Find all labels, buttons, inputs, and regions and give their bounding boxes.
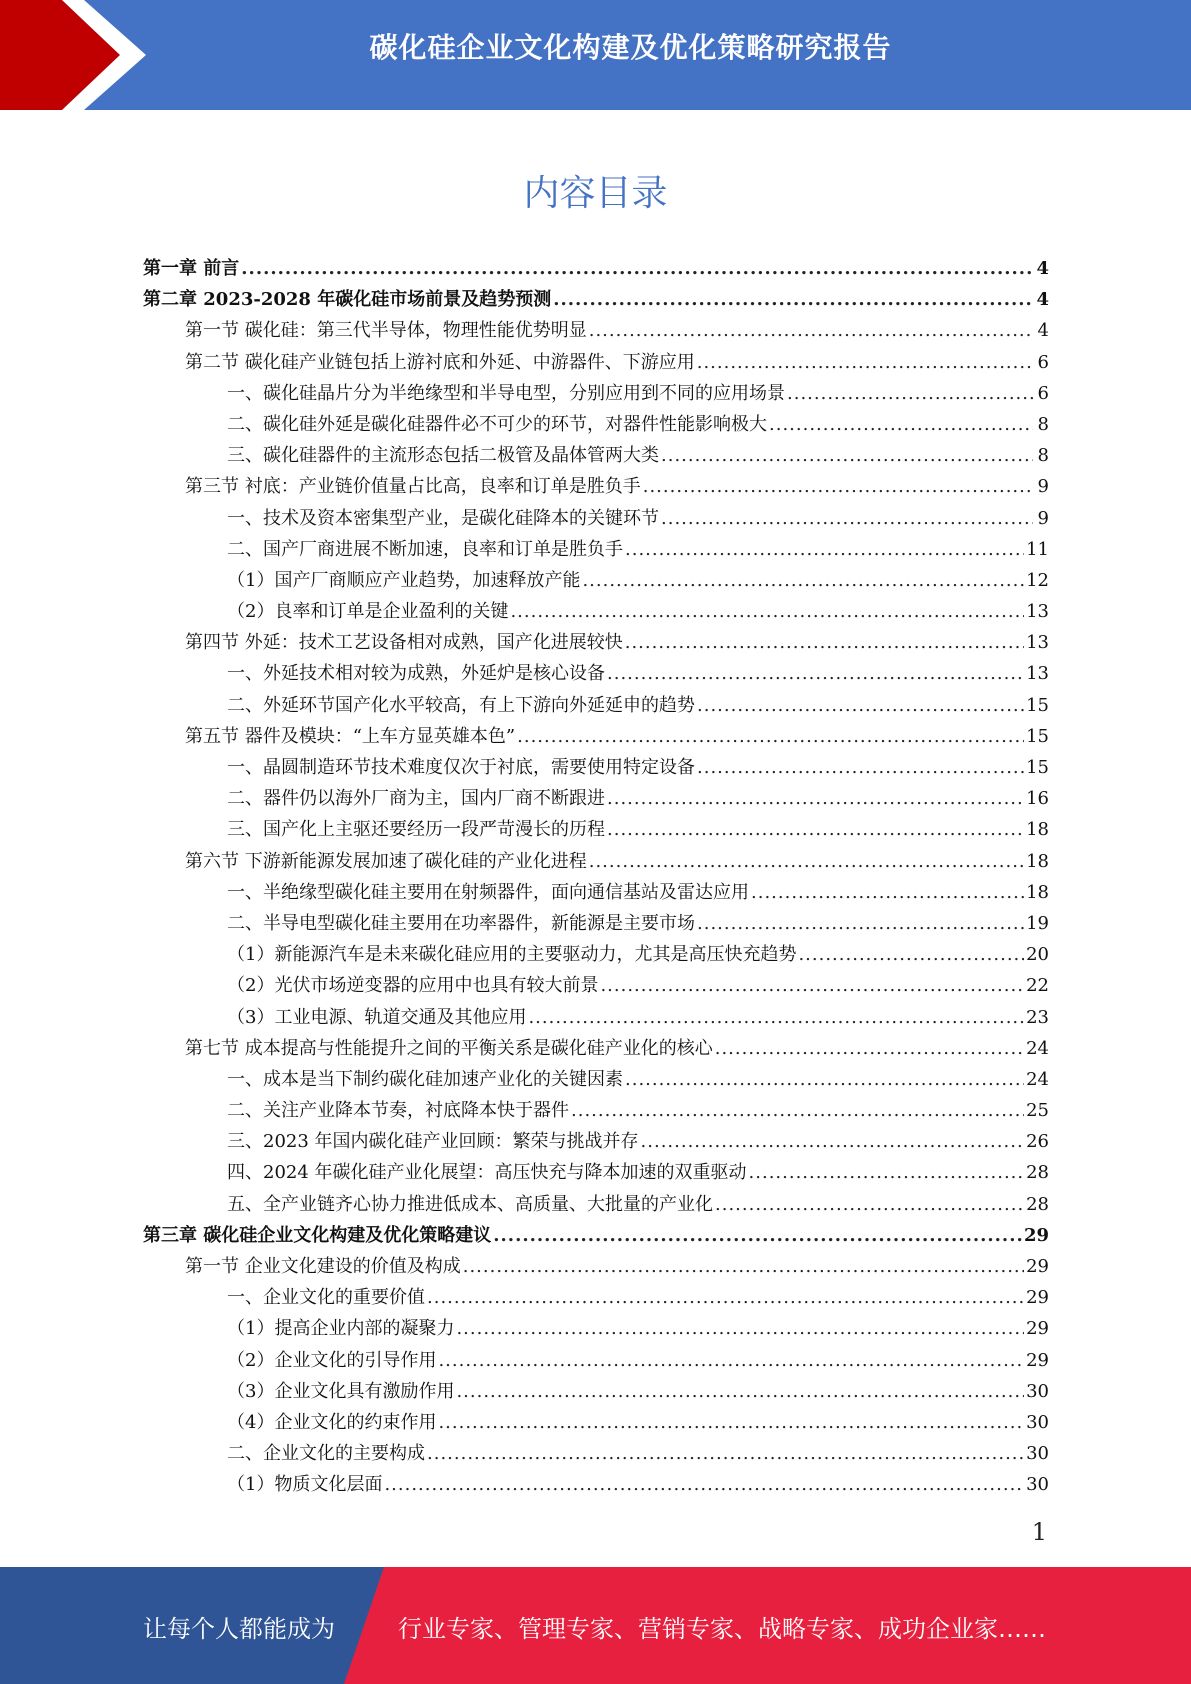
toc-dot-leader <box>607 814 1024 845</box>
toc-entry-title: 三、碳化硅器件的主流形态包括二极管及晶体管两大类 <box>227 445 659 467</box>
toc-dot-leader <box>749 1157 1025 1188</box>
toc-entry-title: 三、国产化上主驱还要经历一段严苛漫长的历程 <box>227 819 605 841</box>
toc-entry-page: 30 <box>1026 1474 1049 1496</box>
toc-entry[interactable] <box>143 284 1049 315</box>
toc-entry-title: （1）国产厂商顺应产业趋势，加速释放产能 <box>227 569 581 591</box>
toc-entry-title: （4）企业文化的约束作用 <box>227 1411 437 1433</box>
toc-dot-leader <box>589 315 1033 346</box>
toc-entry-page: 30 <box>1026 1380 1049 1402</box>
toc-entry-page: 19 <box>1026 912 1049 934</box>
footer-slogan-left: 让每个人都能成为 <box>143 1615 335 1643</box>
toc-entry-page: 22 <box>1026 975 1049 997</box>
report-header <box>0 0 1191 110</box>
toc-entry[interactable] <box>143 877 1049 908</box>
toc-dot-leader <box>661 503 1033 534</box>
toc-entry-title: 第四节 外延：技术工艺设备相对成熟，国产化进展较快 <box>185 632 623 654</box>
toc-entry-title: （1）提高企业内部的凝聚力 <box>227 1318 455 1340</box>
toc-dot-leader <box>661 440 1033 471</box>
toc-entry-page: 13 <box>1026 663 1049 685</box>
toc-heading: 内容目录 <box>523 173 668 214</box>
toc-dot-leader <box>607 658 1024 689</box>
toc-entry-page: 6 <box>1037 382 1049 404</box>
toc-entry-title: 第六节 下游新能源发展加速了碳化硅的产业化进程 <box>185 850 587 872</box>
toc-entry-title: 第一章 前言 <box>143 258 240 279</box>
toc-entry-title: 第一节 碳化硅：第三代半导体，物理性能优势明显 <box>185 320 587 342</box>
toc-dot-leader <box>582 565 1024 596</box>
toc-entry-title: （2）光伏市场逆变器的应用中也具有较大前景 <box>227 975 599 997</box>
toc-entry-title: 二、国产厂商进展不断加速，良率和订单是胜负手 <box>227 538 623 560</box>
toc-dot-leader <box>589 846 1024 877</box>
toc-entry[interactable] <box>143 1376 1049 1407</box>
toc-entry[interactable] <box>143 1033 1049 1064</box>
toc-entry[interactable] <box>143 1095 1049 1126</box>
toc-entry-title: 第二节 碳化硅产业链包括上游衬底和外延、中游器件、下游应用 <box>185 351 695 373</box>
toc-entry[interactable] <box>143 1002 1049 1033</box>
toc-entry[interactable] <box>143 253 1049 284</box>
toc-dot-leader <box>643 471 1033 502</box>
toc-dot-leader <box>456 1376 1024 1407</box>
toc-entry[interactable] <box>143 409 1049 440</box>
toc-entry[interactable] <box>143 690 1049 721</box>
toc-entry-title: 一、碳化硅晶片分为半绝缘型和半导电型，分别应用到不同的应用场景 <box>227 382 785 404</box>
toc-entry[interactable] <box>143 1189 1049 1220</box>
toc-entry[interactable] <box>143 565 1049 596</box>
toc-entry-title: 第七节 成本提高与性能提升之间的平衡关系是碳化硅产业化的核心 <box>185 1037 713 1059</box>
toc-entry-title: 二、关注产业降本节奏，衬底降本快于器件 <box>227 1100 569 1122</box>
toc-entry-page: 4 <box>1036 258 1049 279</box>
page-number: 1 <box>1031 1518 1047 1546</box>
toc-entry[interactable] <box>143 440 1049 471</box>
toc-entry-title: 二、企业文化的主要构成 <box>227 1443 425 1465</box>
toc-dot-leader <box>571 1095 1024 1126</box>
toc-entry-title: 一、外延技术相对较为成熟，外延炉是核心设备 <box>227 663 605 685</box>
toc-dot-leader <box>697 908 1024 939</box>
toc-dot-leader <box>787 378 1033 409</box>
toc-entry[interactable] <box>143 970 1049 1001</box>
footer-banner <box>0 1567 1191 1684</box>
footer-slogan-right: 行业专家、管理专家、营销专家、战略专家、成功企业家…… <box>398 1615 1046 1643</box>
toc-entry[interactable] <box>143 1407 1049 1438</box>
toc-entry-title: 第五节 器件及模块：“上车方显英雄本色” <box>185 725 516 747</box>
toc-dot-leader <box>493 1220 1022 1251</box>
toc-entry[interactable] <box>143 471 1049 502</box>
toc-entry[interactable] <box>143 908 1049 939</box>
toc-entry[interactable] <box>143 1064 1049 1095</box>
toc-dot-leader <box>600 970 1024 1001</box>
toc-dot-leader <box>798 939 1024 970</box>
toc-entry-page: 24 <box>1026 1037 1049 1059</box>
toc-entry-page: 28 <box>1026 1193 1049 1215</box>
toc-entry-title: 一、企业文化的重要价值 <box>227 1287 425 1309</box>
toc-entry[interactable] <box>143 1345 1049 1376</box>
toc-entry[interactable] <box>143 347 1049 378</box>
toc-dot-leader <box>769 409 1033 440</box>
toc-entry[interactable] <box>143 596 1049 627</box>
toc-entry-page: 29 <box>1023 1224 1049 1246</box>
toc-entry[interactable] <box>143 1438 1049 1469</box>
toc-entry-page: 9 <box>1037 476 1049 498</box>
toc-entry[interactable] <box>143 503 1049 534</box>
toc-entry-page: 18 <box>1026 881 1049 903</box>
toc-dot-leader <box>625 534 1024 565</box>
toc-entry-title: 一、半绝缘型碳化硅主要用在射频器件，面向通信基站及雷达应用 <box>227 881 749 903</box>
toc-dot-leader <box>751 877 1024 908</box>
toc-entry-page: 13 <box>1026 632 1049 654</box>
toc-dot-leader <box>697 690 1024 721</box>
toc-entry-title: （2）企业文化的引导作用 <box>227 1349 437 1371</box>
report-title: 碳化硅企业文化构建及优化策略研究报告 <box>369 31 892 64</box>
toc-entry-page: 29 <box>1026 1256 1049 1277</box>
toc-entry-title: （3）工业电源、轨道交通及其他应用 <box>227 1006 527 1028</box>
toc-dot-leader <box>384 1469 1024 1500</box>
toc-dot-leader <box>607 783 1024 814</box>
toc-entry-page: 26 <box>1026 1131 1049 1153</box>
toc-dot-leader <box>427 1282 1024 1313</box>
toc-entry-page: 29 <box>1026 1349 1049 1371</box>
toc-dot-leader <box>427 1438 1024 1469</box>
toc-dot-leader <box>517 721 1024 752</box>
toc-entry[interactable] <box>143 1126 1049 1157</box>
toc-entry[interactable] <box>143 1220 1049 1251</box>
toc-dot-leader <box>697 347 1033 378</box>
toc-entry[interactable] <box>143 1251 1049 1282</box>
toc-entry-title: 五、全产业链齐心协力推进低成本、高质量、大批量的产业化 <box>227 1193 713 1215</box>
toc-dot-leader <box>715 1189 1024 1220</box>
toc-dot-leader <box>456 1313 1024 1344</box>
toc-entry-title: 第三节 衬底：产业链价值量占比高，良率和订单是胜负手 <box>185 476 641 498</box>
toc-entry-page: 18 <box>1026 819 1049 841</box>
toc-dot-leader <box>438 1407 1024 1438</box>
toc-dot-leader <box>438 1345 1024 1376</box>
toc-entry-title: 一、技术及资本密集型产业，是碳化硅降本的关键环节 <box>227 507 659 529</box>
toc-entry-page: 15 <box>1026 725 1049 747</box>
toc-entry-page: 8 <box>1037 445 1049 467</box>
toc-entry-title: 第一节 企业文化建设的价值及构成 <box>185 1256 461 1277</box>
toc-entry-page: 12 <box>1026 569 1049 591</box>
toc-entry-page: 16 <box>1026 788 1049 810</box>
toc-entry-title: 二、碳化硅外延是碳化硅器件必不可少的环节，对器件性能影响极大 <box>227 413 767 435</box>
toc-entry[interactable] <box>143 846 1049 877</box>
toc-entry-page: 8 <box>1037 413 1049 435</box>
toc-entry[interactable] <box>143 658 1049 689</box>
toc-entry-page: 9 <box>1037 507 1049 529</box>
toc-dot-leader <box>715 1033 1024 1064</box>
toc-entry-page: 25 <box>1026 1100 1049 1122</box>
toc-entry-page: 15 <box>1026 757 1049 778</box>
toc-entry-page: 30 <box>1026 1411 1049 1433</box>
toc-entry[interactable] <box>143 1282 1049 1313</box>
toc-entry-title: 第二章 2023-2028 年碳化硅市场前景及趋势预测 <box>143 289 552 311</box>
toc-dot-leader <box>641 1126 1025 1157</box>
toc-entry-page: 18 <box>1026 850 1049 872</box>
toc-entry-page: 4 <box>1036 289 1049 311</box>
toc-entry[interactable] <box>143 534 1049 565</box>
toc-entry-title: （3）企业文化具有激励作用 <box>227 1380 455 1402</box>
table-of-contents <box>143 253 1049 1501</box>
toc-entry-title: 二、半导电型碳化硅主要用在功率器件，新能源是主要市场 <box>227 912 695 934</box>
toc-entry[interactable] <box>143 814 1049 845</box>
toc-dot-leader <box>625 1064 1024 1095</box>
toc-entry-title: 三、2023 年国内碳化硅产业回顾：繁荣与挑战并存 <box>227 1131 639 1153</box>
toc-entry-title: 二、器件仍以海外厂商为主，国内厂商不断跟进 <box>227 788 605 810</box>
toc-dot-leader <box>510 596 1024 627</box>
toc-dot-leader <box>241 253 1033 284</box>
toc-dot-leader <box>528 1002 1024 1033</box>
toc-entry-page: 30 <box>1026 1443 1049 1465</box>
toc-entry-page: 11 <box>1026 538 1049 560</box>
toc-entry[interactable] <box>143 783 1049 814</box>
toc-entry[interactable] <box>143 315 1049 346</box>
toc-entry[interactable] <box>143 1157 1049 1188</box>
toc-dot-leader <box>625 627 1024 658</box>
toc-entry-page: 29 <box>1026 1287 1049 1309</box>
toc-entry-title: 一、成本是当下制约碳化硅加速产业化的关键因素 <box>227 1068 623 1090</box>
toc-entry-title: （2）良率和订单是企业盈利的关键 <box>227 601 509 623</box>
toc-entry[interactable] <box>143 1313 1049 1344</box>
toc-entry-title: （1）新能源汽车是未来碳化硅应用的主要驱动力，尤其是高压快充趋势 <box>227 944 797 966</box>
toc-entry-page: 20 <box>1026 944 1049 966</box>
toc-entry-page: 29 <box>1026 1318 1049 1340</box>
toc-entry-page: 15 <box>1026 694 1049 716</box>
toc-entry-title: （1）物质文化层面 <box>227 1474 383 1496</box>
toc-entry[interactable] <box>143 939 1049 970</box>
toc-dot-leader <box>463 1251 1024 1282</box>
toc-entry-page: 28 <box>1026 1162 1049 1184</box>
toc-entry[interactable] <box>143 721 1049 752</box>
toc-entry-title: 二、外延环节国产化水平较高，有上下游向外延延申的趋势 <box>227 694 695 716</box>
toc-entry-page: 6 <box>1037 351 1049 373</box>
toc-entry-page: 4 <box>1037 320 1049 342</box>
toc-entry[interactable] <box>143 378 1049 409</box>
toc-entry-page: 23 <box>1026 1006 1049 1028</box>
toc-entry[interactable] <box>143 752 1049 783</box>
toc-entry-title: 四、2024 年碳化硅产业化展望：高压快充与降本加速的双重驱动 <box>227 1162 747 1184</box>
toc-entry-title: 一、晶圆制造环节技术难度仅次于衬底，需要使用特定设备 <box>227 757 695 778</box>
toc-entry[interactable] <box>143 627 1049 658</box>
toc-entry[interactable] <box>143 1469 1049 1500</box>
toc-dot-leader <box>553 284 1033 315</box>
toc-entry-title: 第三章 碳化硅企业文化构建及优化策略建议 <box>143 1224 492 1246</box>
toc-entry-page: 13 <box>1026 601 1049 623</box>
toc-dot-leader <box>697 752 1024 783</box>
toc-entry-page: 24 <box>1026 1068 1049 1090</box>
